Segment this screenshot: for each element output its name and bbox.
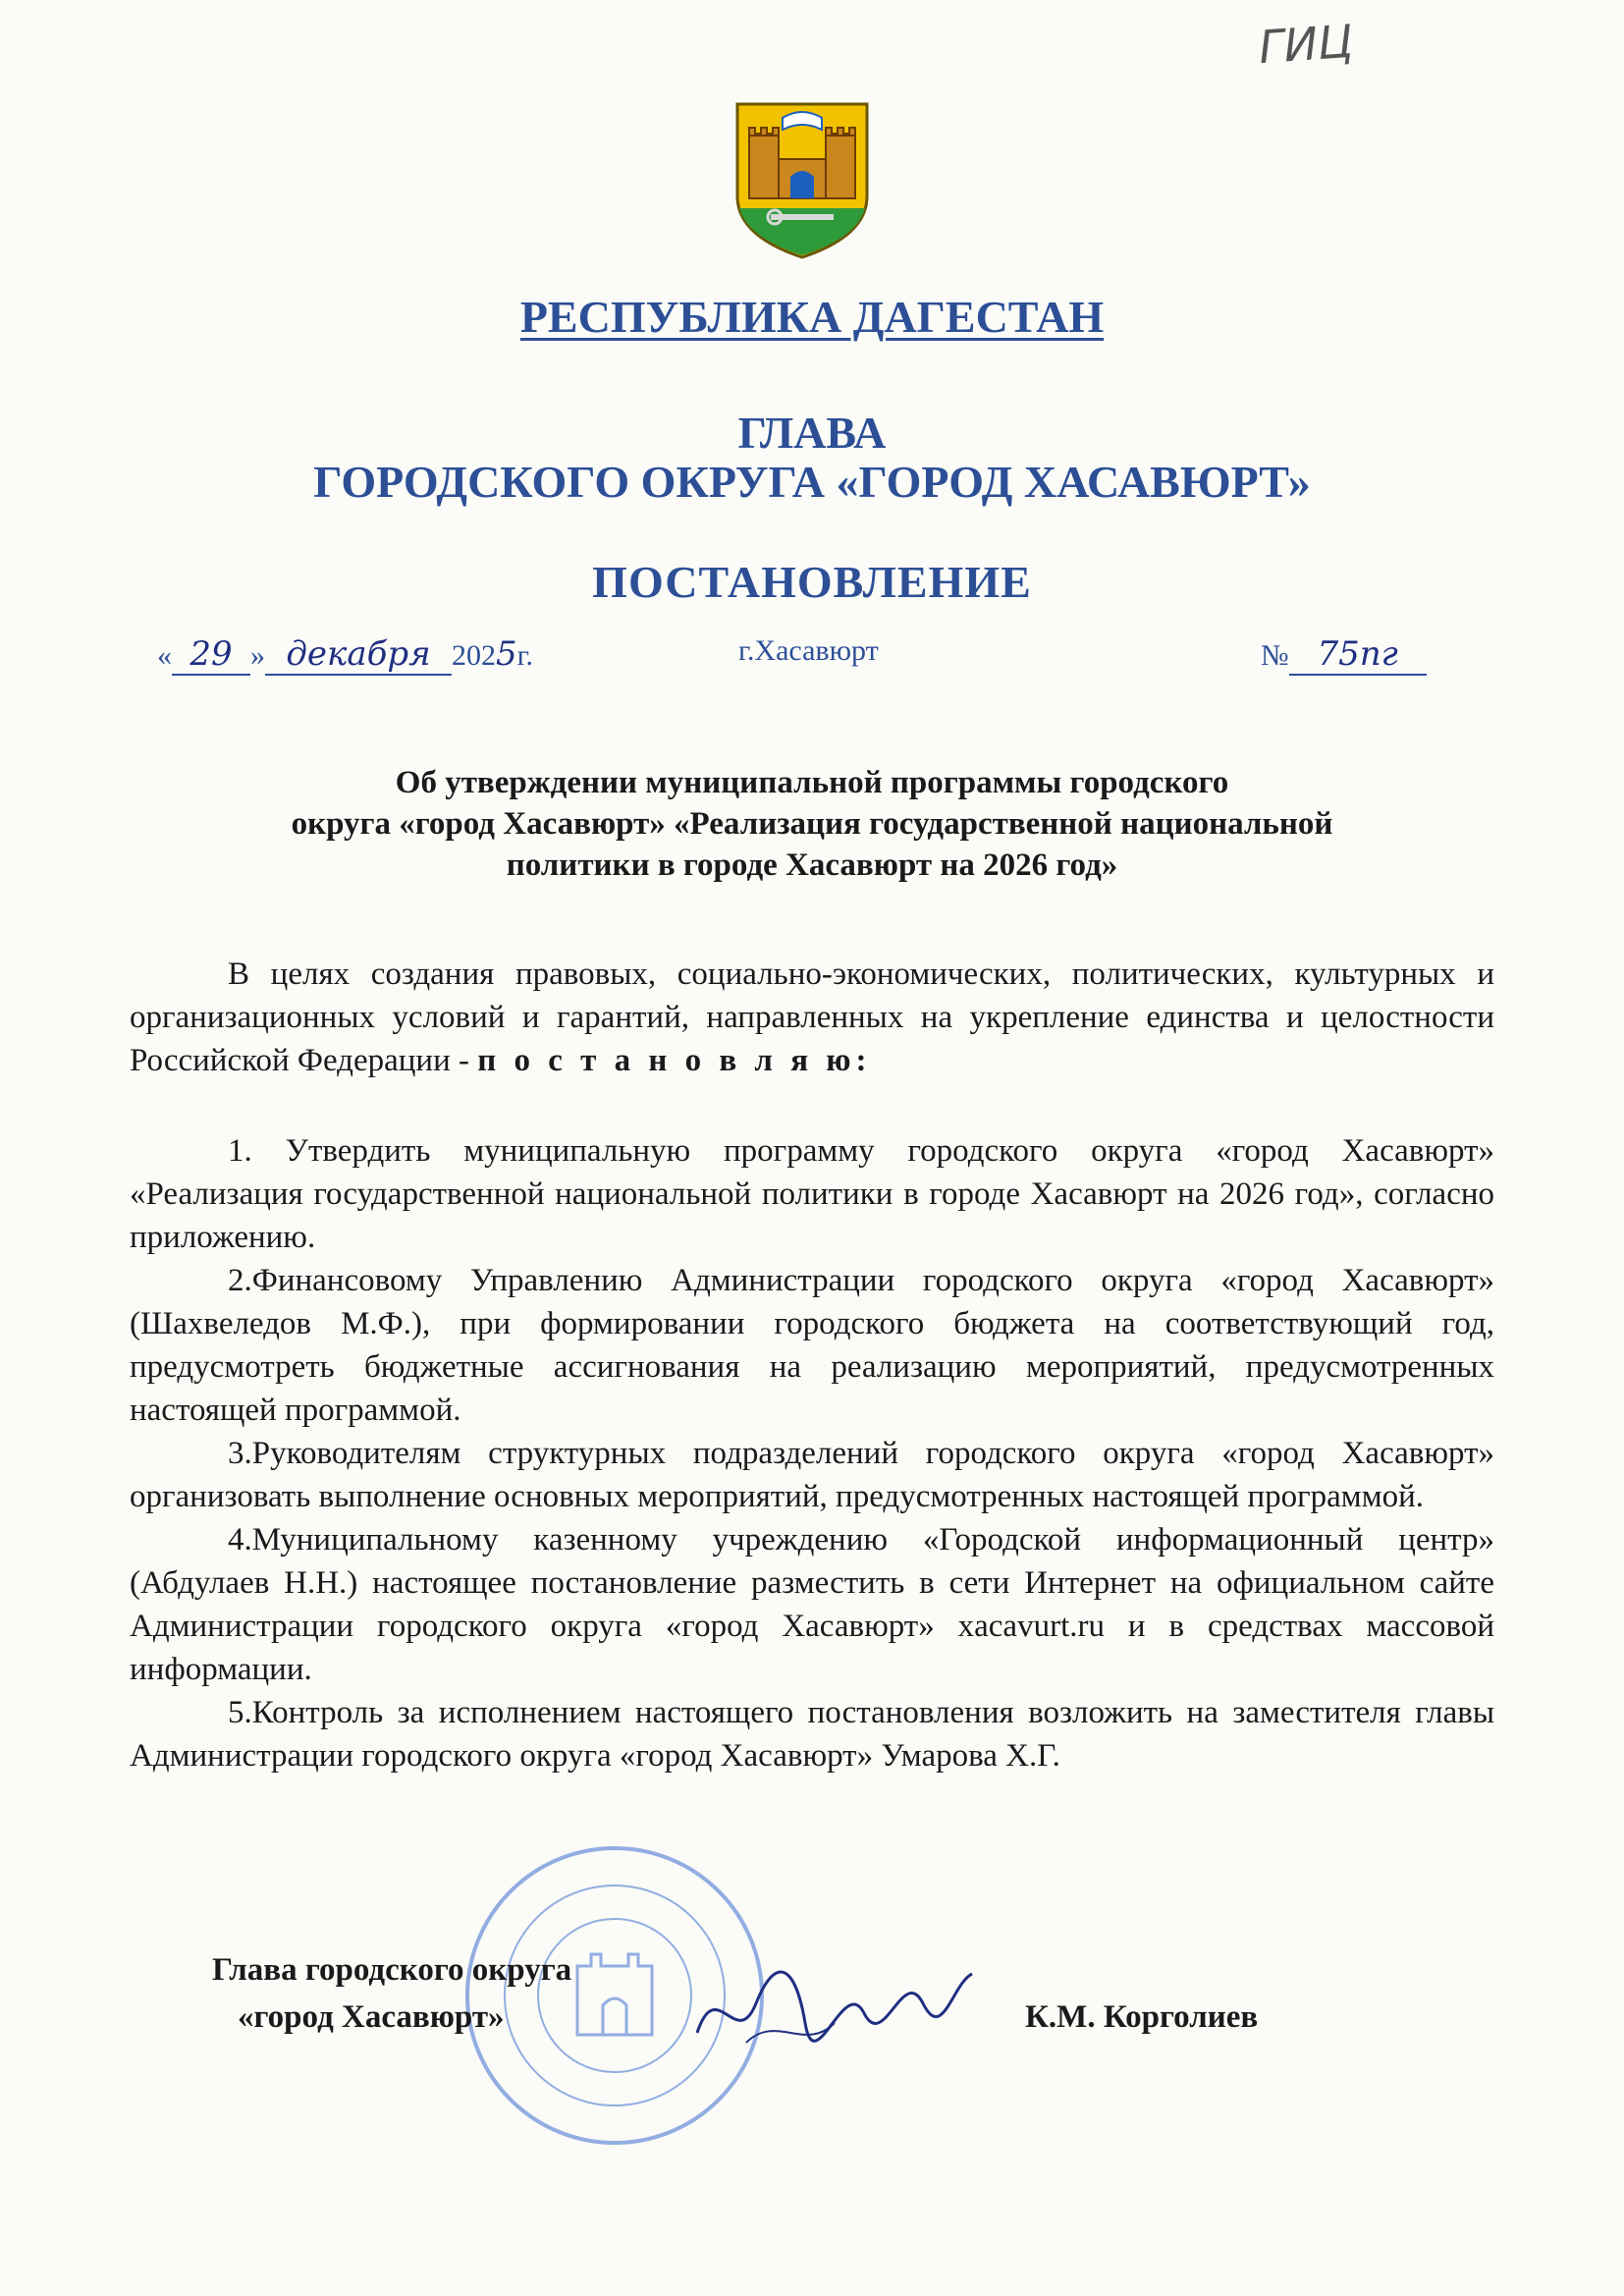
resolution-item: 2.Финансовому Управлению Администрации городского округа «город Хасавюрт» (Шахвеледов М.Ф.), при формировании городского бюджета на соответствующий год, предусмотреть бюджетные ассигнования на реализацию мероприятий, предусмотренных настоящей программой. <box>130 1263 1494 1428</box>
authority-title-line1: ГЛАВА <box>737 408 887 458</box>
handwritten-day: 29 <box>189 634 233 674</box>
authority-title-line2: ГОРОДСКОГО ОКРУГА «ГОРОД ХАСАВЮРТ» <box>313 457 1311 507</box>
signatory-position-line1: Глава городского округа <box>212 1952 572 1988</box>
handwritten-month: декабря <box>286 634 431 674</box>
signatory-position-line2: «город Хасавюрт» <box>238 1999 505 2035</box>
resolution-item: 1. Утвердить муниципальную программу городского округа «город Хасавюрт» «Реализация государственной национальной политики в городе Хасавюрт на 2026 год», согласно приложению. <box>130 1133 1494 1255</box>
republic-heading: РЕСПУБЛИКА ДАГЕСТАН <box>519 292 1105 342</box>
resolution-items <box>130 1129 1494 1777</box>
document-type-heading: ПОСТАНОВЛЕНИЕ <box>592 557 1032 607</box>
document-date: « 29 » декабря 2025г. <box>157 634 534 674</box>
resolution-item: 3.Руководителям структурных подразделений городского округа «город Хасавюрт» организовать выполнение основных мероприятий, предусмотренных настоящей программой. <box>130 1436 1494 1514</box>
handwritten-number: 75пг <box>1317 634 1398 674</box>
handwritten-signature <box>687 1944 982 2062</box>
signatory-name: К.М. Корголиев <box>1025 1999 1259 2035</box>
resolution-item: 5.Контроль за исполнением настоящего постановления возложить на заместителя главы Администрации городского округа «город Хасавюрт» Умарова Х.Г. <box>130 1695 1494 1774</box>
document-number: № 75пг <box>1261 634 1427 676</box>
resolve-word: п о с т а н о в л я ю: <box>477 1043 872 1078</box>
document-subject: Об утверждении муниципальной программы городского округа «город Хасавюрт» «Реализация государственной национальной политики в городе Хасавюрт на 2026 год» <box>291 765 1333 883</box>
preamble: В целях создания правовых, социально-экономических, политических, культурных и организационных условий и гарантий, направленных на укрепление единства и целостности Российской Федерации - п о с т а н о в л я ю: <box>130 957 1494 1078</box>
document-city: г.Хасавюрт <box>738 634 879 667</box>
resolution-item: 4.Муниципальному казенному учреждению «Городской информационный центр» (Абдулаев Н.Н.) настоящее постановление разместить в сети Интернет на официальном сайте Администрации городского округа «город Хасавюрт» xacavurt.ru и в средствах массовой информации. <box>130 1522 1494 1687</box>
coat-of-arms-icon <box>731 98 873 261</box>
handwritten-corner-note: ГИЦ <box>1257 14 1355 75</box>
